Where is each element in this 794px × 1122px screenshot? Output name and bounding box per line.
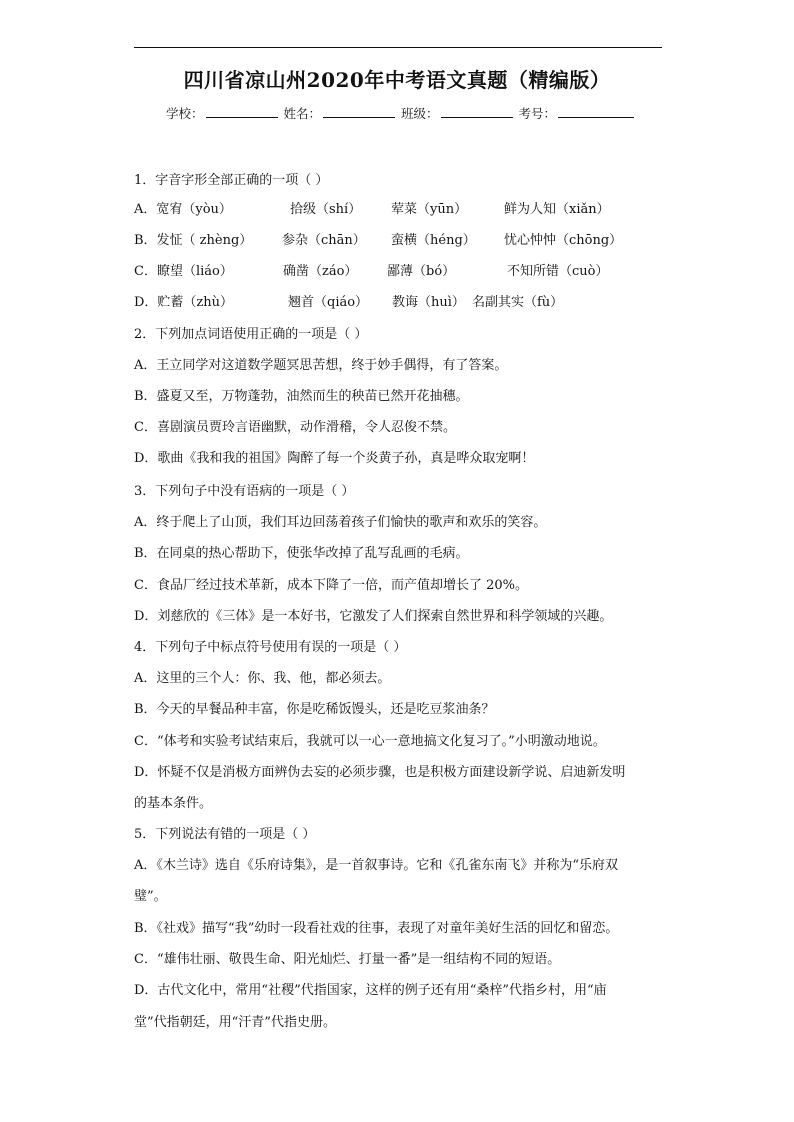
q2-option-b: B．盛夏又至，万物蓬勃，油然而生的秧苗已然开花抽穗。 (134, 389, 469, 404)
page-title: 四川省凉山州2020年中考语文真题（精编版） (183, 68, 611, 92)
q5-option-d-cont: 堂”代指朝廷，用“汗青”代指史册。 (134, 1015, 336, 1030)
q1-d-4: 名副其实（fù） (472, 295, 564, 310)
q1-a-1: A．宽宥（yòu） (134, 202, 232, 217)
name-label: 姓名： (283, 106, 322, 121)
school-label: 学校： (166, 106, 204, 121)
q1-d-3: 教诲（huì） (392, 295, 465, 310)
q1-d-2: 翘首（qiáo） (288, 295, 369, 310)
q1-c-4: 不知所错（cuò） (507, 264, 609, 279)
name-blank (323, 106, 395, 118)
q2-option-a: A．王立同学对这道数学题冥思苦想，终于妙手偶得，有了答案。 (134, 358, 508, 373)
q4-option-a: A．这里的三个人：你、我、他，都必须去。 (134, 671, 391, 686)
q5-stem: 5．下列说法有错的一项是（ ） (134, 827, 316, 842)
student-info-line (166, 104, 636, 122)
q3-option-b: B．在同桌的热心帮助下，使张华改掉了乱写乱画的毛病。 (134, 546, 469, 561)
exam-no-label: 考号： (518, 106, 557, 121)
q2-option-d: D．歌曲《我和我的祖国》陶醉了每一个炎黄子孙，真是哗众取宠啊！ (134, 451, 535, 466)
q1-b-3: 蛮横（héng） (391, 233, 476, 248)
q5-option-d: D．古代文化中，常用“社稷”代指国家，这样的例子还有用“桑梓”代指乡村，用“庙 (134, 983, 607, 998)
q2-option-c: C．喜剧演员贾玲言语幽默，动作滑稽，令人忍俊不禁。 (134, 420, 456, 435)
class-blank (441, 106, 513, 118)
q1-b-4: 忧心忡忡（chōng） (504, 233, 623, 248)
q1-c-3: 鄙薄（bó） (387, 264, 456, 279)
q4-option-b: B．今天的早餐品种丰富，你是吃稀饭馒头，还是吃豆浆油条？ (134, 702, 495, 717)
q1-b-2: 参杂（chān） (282, 233, 366, 248)
q5-option-a: A．《木兰诗》选自《乐府诗集》，是一首叙事诗。它和《孔雀东南飞》并称为“乐府双 (134, 858, 619, 873)
q1-a-2: 拾级（shí） (290, 202, 362, 217)
exam-no-blank (558, 106, 634, 118)
class-label: 班级： (401, 106, 439, 121)
q1-stem: 1．字音字形全部正确的一项（ ） (134, 173, 329, 188)
q5-option-b: B．《社戏》描写“我”幼时一段看社戏的往事，表现了对童年美好生活的回忆和留恋。 (134, 921, 619, 936)
header-rule (134, 47, 662, 48)
q1-a-3: 荤菜（yūn） (391, 202, 468, 217)
q4-option-d: D．怀疑不仅是消极方面辨伪去妄的必须步骤，也是积极方面建设新学说、启迪新发明 (134, 765, 626, 780)
q3-stem: 3．下列句子中没有语病的一项是（ ） (134, 484, 355, 499)
q3-option-d: D．刘慈欣的《三体》是一本好书，它激发了人们探索自然世界和科学领域的兴趣。 (134, 609, 613, 624)
q1-c-2: 确凿（záo） (283, 264, 358, 279)
q5-option-c: C．“雄伟壮丽、敬畏生命、阳光灿烂、打量一番”是一组结构不同的短语。 (134, 952, 561, 967)
q3-option-c: C．食品厂经过技术革新，成本下降了一倍，而产值却增长了 20%。 (134, 578, 528, 593)
q1-d-1: D．贮蓄（zhù） (134, 295, 234, 310)
q4-stem: 4．下列句子中标点符号使用有误的一项是（ ） (134, 640, 407, 655)
q3-option-a: A．终于爬上了山顶，我们耳边回荡着孩子们愉快的歌声和欢乐的笑容。 (134, 515, 547, 530)
q2-stem: 2．下列加点词语使用正确的一项是（ ） (134, 327, 368, 342)
q4-option-d-cont: 的基本条件。 (134, 796, 213, 811)
q1-c-1: C．瞭望（liáo） (134, 264, 233, 279)
school-blank (206, 106, 278, 118)
q4-option-c: C．“体考和实验考试结束后，我就可以一心一意地搞文化复习了。”小明激动地说。 (134, 734, 606, 749)
q1-b-1: B．发怔（ zhèng） (134, 233, 253, 248)
q1-a-4: 鲜为人知（xiǎn） (504, 202, 610, 217)
q5-option-a-cont: 璧”。 (134, 889, 167, 904)
